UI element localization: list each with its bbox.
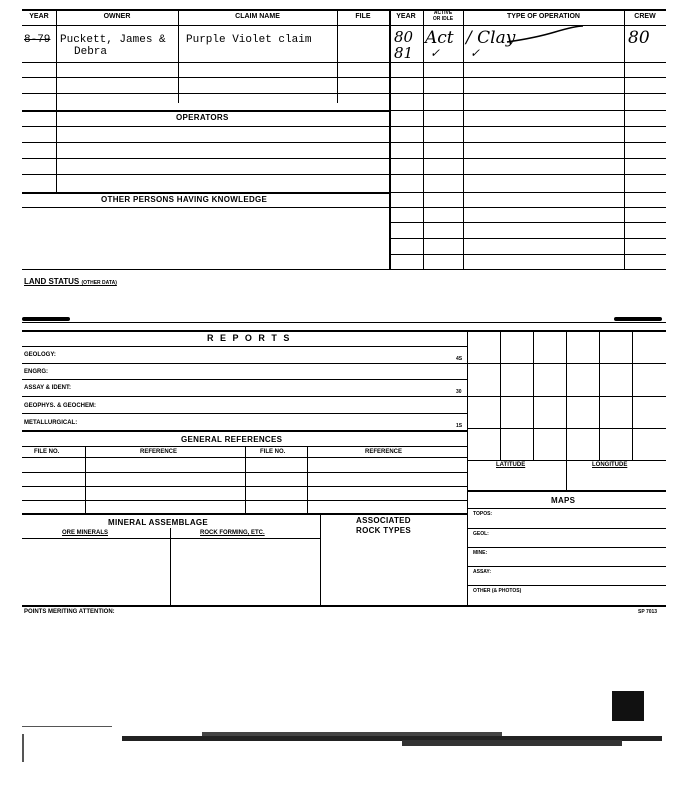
scan-noise-band bbox=[22, 722, 666, 762]
maps-assay-label: ASSAY: bbox=[473, 569, 492, 575]
form-number: SP 7013 bbox=[638, 609, 658, 615]
ref-file-no-header-2: FILE NO. bbox=[260, 449, 286, 455]
scan-mark bbox=[612, 691, 644, 721]
handwritten-crew-1: 80 bbox=[628, 28, 650, 48]
ore-minerals-header: ORE MINERALS bbox=[62, 530, 109, 536]
idle-header: OR IDLE bbox=[432, 16, 454, 22]
crew-header: CREW bbox=[634, 13, 656, 20]
handwritten-year-1: 80 bbox=[394, 28, 414, 46]
type-of-operation-header: TYPE OF OPERATION bbox=[507, 13, 580, 20]
latitude-label: LATITUDE bbox=[496, 462, 526, 468]
ref-reference-header-2: REFERENCE bbox=[365, 449, 403, 455]
maps-geol-label: GEOL: bbox=[473, 531, 489, 537]
maps-mine-label: MINE: bbox=[473, 550, 488, 556]
associated-title-line1: ASSOCIATED bbox=[356, 516, 411, 525]
mineral-assemblage-title: MINERAL ASSEMBLAGE bbox=[108, 518, 209, 527]
general-references-title: GENERAL REFERENCES bbox=[181, 435, 283, 444]
report-geophys-label: GEOPHYS. & GEOCHEM: bbox=[24, 403, 97, 409]
report-engrg-label: ENGRG: bbox=[24, 369, 48, 375]
report-metallurgical-label: METALLURGICAL: bbox=[24, 420, 78, 426]
year-header-right: YEAR bbox=[396, 13, 416, 20]
land-status-label: LAND STATUS (OTHER DATA) bbox=[24, 277, 117, 286]
entry-claim-name: Purple Violet claim bbox=[186, 34, 312, 46]
entry-owner-line1: Puckett, James & bbox=[60, 34, 166, 46]
file-header: FILE bbox=[355, 13, 371, 20]
handwritten-operation-1: / Clay bbox=[466, 28, 516, 48]
handwritten-year-2: 81 bbox=[394, 44, 414, 62]
entry-owner-line2: Debra bbox=[74, 46, 108, 58]
claim-name-header: CLAIM NAME bbox=[235, 13, 280, 20]
rock-forming-header: ROCK FORMING, ETC. bbox=[200, 530, 265, 536]
ref-reference-header-1: REFERENCE bbox=[140, 449, 178, 455]
report-metallurgical-code: 1S bbox=[456, 423, 463, 429]
entry-year: 8-79 bbox=[24, 34, 51, 46]
operators-title: OPERATORS bbox=[176, 113, 229, 122]
handwritten-status-2: ✓ bbox=[430, 46, 441, 60]
maps-other-label: OTHER (& PHOTOS) bbox=[473, 588, 522, 594]
other-persons-title: OTHER PERSONS HAVING KNOWLEDGE bbox=[101, 195, 268, 204]
longitude-label: LONGITUDE bbox=[592, 462, 628, 468]
reports-title: R E P O R T S bbox=[207, 333, 292, 343]
handwritten-operation-2: ✓ bbox=[470, 46, 481, 60]
report-geology-label: GEOLOGY: bbox=[24, 352, 56, 358]
handwritten-stroke bbox=[505, 24, 585, 46]
report-assay-code: 30 bbox=[456, 389, 462, 395]
report-assay-label: ASSAY & IDENT: bbox=[24, 385, 72, 391]
associated-title-line2: ROCK TYPES bbox=[356, 526, 412, 535]
maps-title: MAPS bbox=[551, 496, 576, 505]
owner-header: OWNER bbox=[103, 13, 131, 20]
active-header: ACTIVE bbox=[433, 10, 453, 16]
report-geology-code: 4S bbox=[456, 356, 463, 362]
points-meriting-label: POINTS MERITING ATTENTION: bbox=[24, 609, 115, 615]
ref-file-no-header-1: FILE NO. bbox=[34, 449, 60, 455]
maps-topos-label: TOPOS: bbox=[473, 511, 493, 517]
handwritten-status-1: Act bbox=[425, 28, 454, 48]
year-header: YEAR bbox=[29, 13, 49, 20]
